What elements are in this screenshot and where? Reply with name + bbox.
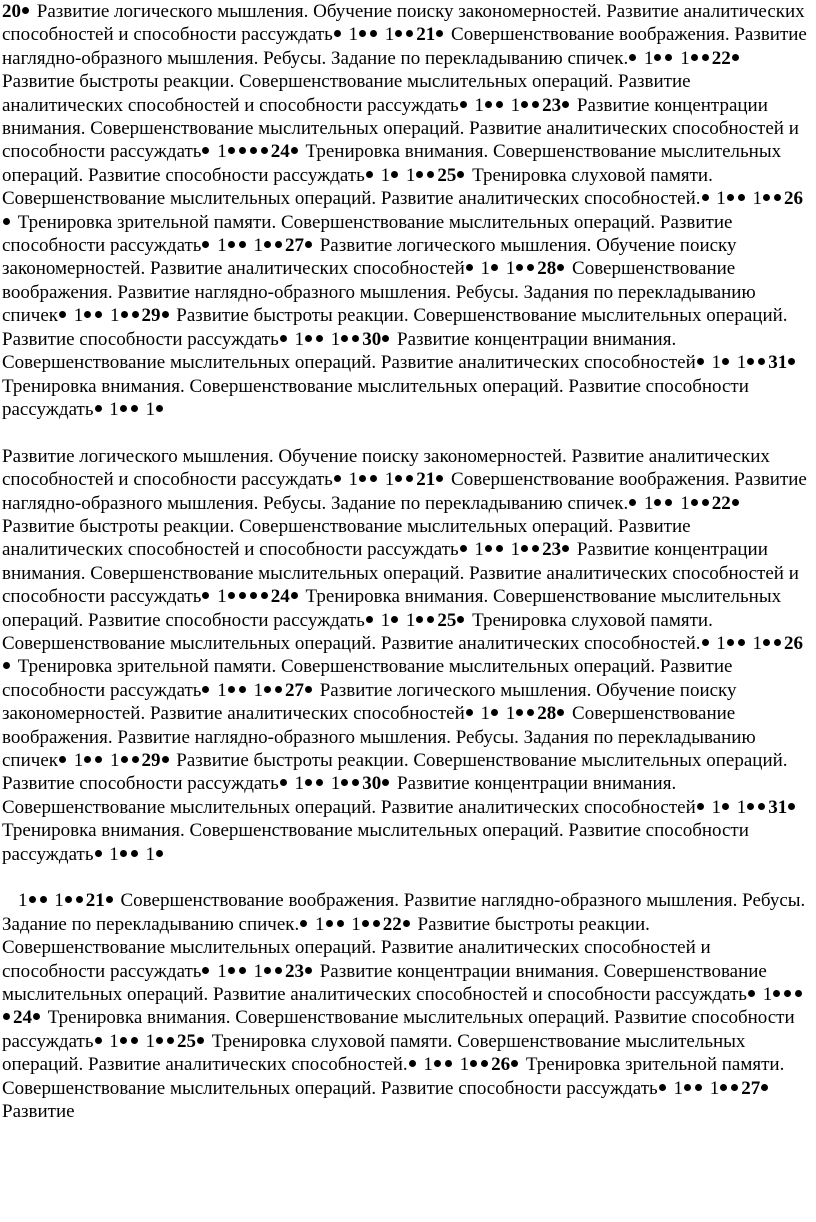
bullet-dot-icon [250, 147, 257, 154]
text-run: Тренировка внимания. Совершенствование мыслительных операций. Развитие способности рассуждать [2, 375, 749, 420]
text-run: 1 [706, 352, 721, 374]
bullet-dot-icon [264, 241, 271, 248]
bullet-dot-icon [557, 264, 564, 271]
text-run: 1 [475, 258, 491, 280]
bullet-dot-icon [76, 896, 83, 903]
text-run: 1 [401, 164, 416, 186]
bullet-dot-icon [359, 475, 366, 482]
bullet-dot-icon [403, 920, 410, 927]
bullet-dot-icon [131, 405, 138, 412]
bullet-dot-icon [521, 545, 528, 552]
bullet-dot-icon [197, 1037, 204, 1044]
bullet-dot-icon [239, 241, 246, 248]
text-run: 1 [639, 47, 654, 69]
bullet-dot-icon [305, 686, 312, 693]
text-run: 1 [380, 24, 395, 46]
bullet-dot-icon [326, 920, 333, 927]
bullet-dot-icon [747, 803, 754, 810]
bullet-dot-icon [3, 662, 10, 669]
bullet-dot-icon [228, 241, 235, 248]
text-run: 1 [711, 188, 726, 210]
bullet-dot-icon [382, 779, 389, 786]
bullet-dot-icon [532, 101, 539, 108]
item-number: 25 [437, 164, 457, 186]
bullet-dot-icon [697, 358, 704, 365]
bullet-dot-icon [427, 616, 434, 623]
bullet-dot-icon [167, 1037, 174, 1044]
bullet-dot-icon [366, 616, 373, 623]
bullet-dot-icon [562, 545, 569, 552]
item-number: 28 [537, 258, 557, 280]
text-run: Тренировка зрительной памяти. Совершенствование мыслительных операций. Развитие способности рассуждать [2, 656, 733, 701]
bullet-dot-icon [352, 779, 359, 786]
bullet-dot-icon [485, 101, 492, 108]
bullet-dot-icon [758, 803, 765, 810]
bullet-dot-icon [727, 194, 734, 201]
text-run: Развитие быстроты реакции. Совершенствование мыслительных операций. Развитие аналитических способностей и способности рассуждать [2, 515, 691, 561]
text-run: 1 [505, 539, 521, 561]
bullet-dot-icon [784, 990, 791, 997]
bullet-dot-icon [763, 194, 770, 201]
bullet-dot-icon [684, 1084, 691, 1091]
text-run: Развитие быстроты реакции. Совершенствование мыслительных операций. Развитие аналитических способностей и способности рассуждать [2, 71, 691, 116]
bullet-dot-icon [409, 1060, 416, 1067]
text-run: Тренировка зрительной памяти. Совершенствование мыслительных операций. Развитие способности рассуждать [2, 1054, 785, 1099]
text-run: Развитие концентрации внимания. Совершенствование мыслительных операций. Развитие аналитических способностей и способности рассуждать [2, 539, 799, 608]
bullet-dot-icon [106, 896, 113, 903]
bullet-dot-icon [485, 545, 492, 552]
bullet-dot-icon [291, 147, 298, 154]
bullet-dot-icon [300, 920, 307, 927]
bullet-dot-icon [239, 686, 246, 693]
text-run: 1 [310, 913, 325, 935]
bullet-dot-icon [391, 616, 398, 623]
bullet-dot-icon [654, 499, 661, 506]
bullet-dot-icon [341, 779, 348, 786]
bullet-dot-icon [121, 756, 128, 763]
item-number: 22 [382, 913, 402, 935]
bullet-dot-icon [40, 896, 47, 903]
bullet-dot-icon [557, 709, 564, 716]
bullet-dot-icon [131, 850, 138, 857]
bullet-dot-icon [722, 803, 729, 810]
bullet-dot-icon [202, 241, 209, 248]
text-run: 1 [343, 24, 359, 46]
bullet-dot-icon [275, 967, 282, 974]
text-run: 1 [375, 609, 391, 631]
text-run: 1 [454, 1054, 470, 1076]
text-run: 1 [343, 469, 359, 491]
text-run: 1 [212, 679, 227, 701]
bullet-dot-icon [773, 990, 780, 997]
text-run: 1 [212, 960, 227, 982]
bullet-dot-icon [732, 499, 739, 506]
bullet-dot-icon [758, 358, 765, 365]
item-number: 21 [416, 24, 436, 46]
bullet-dot-icon [316, 335, 323, 342]
bullet-dot-icon [720, 1084, 727, 1091]
bullet-dot-icon [334, 475, 341, 482]
text-run: 1 [289, 773, 305, 795]
item-number: 20 [2, 1, 21, 22]
bullet-dot-icon [527, 709, 534, 716]
text-run: 1 [675, 492, 690, 514]
bullet-dot-icon [434, 1060, 441, 1067]
bullet-dot-icon [532, 545, 539, 552]
bullet-dot-icon [695, 1084, 702, 1091]
bullet-dot-icon [395, 475, 402, 482]
bullet-dot-icon [59, 756, 66, 763]
bullet-dot-icon [406, 475, 413, 482]
bullet-dot-icon [95, 850, 102, 857]
bullet-dot-icon [264, 967, 271, 974]
text-run: Тренировка слуховой памяти. Совершенствование мыслительных операций. Развитие аналитических способностей. [2, 609, 713, 654]
bullet-dot-icon [496, 545, 503, 552]
text-run: Развитие логического мышления. Обучение поиску закономерностей. Развитие аналитических способностей [2, 235, 737, 280]
bullet-dot-icon [84, 311, 91, 318]
bullet-dot-icon [156, 405, 163, 412]
bullet-dot-icon [788, 803, 795, 810]
bullet-dot-icon [722, 358, 729, 365]
item-number: 27 [284, 679, 304, 701]
text-run: 1 [104, 843, 119, 865]
bullet-dot-icon [370, 475, 377, 482]
text-run: 1 [711, 632, 726, 654]
bullet-dot-icon [275, 241, 282, 248]
bullet-dot-icon [774, 639, 781, 646]
bullet-dot-icon [261, 592, 268, 599]
bullet-dot-icon [65, 896, 72, 903]
bullet-dot-icon [162, 311, 169, 318]
bullet-dot-icon [527, 264, 534, 271]
bullet-dot-icon [84, 756, 91, 763]
item-number: 24 [13, 1007, 32, 1029]
text-run: 1 [248, 235, 263, 257]
bullet-dot-icon [202, 967, 209, 974]
bullet-dot-icon [702, 639, 709, 646]
bullet-dot-icon [352, 335, 359, 342]
bullet-dot-icon [460, 545, 467, 552]
item-number: 26 [784, 188, 803, 210]
text-run: Тренировка внимания. Совершенствование мыслительных операций. Развитие способности рассуждать [2, 586, 782, 631]
text-run: Развитие логического мышления. Обучение поиску закономерностей. Развитие аналитических способностей и способности рассуждать [2, 445, 770, 491]
bullet-dot-icon [202, 686, 209, 693]
text-run: 1 [501, 703, 516, 725]
bullet-dot-icon [629, 499, 636, 506]
bullet-dot-icon [202, 147, 209, 154]
bullet-dot-icon [457, 171, 464, 178]
bullet-dot-icon [366, 171, 373, 178]
text-run: Развитие концентрации внимания. Совершенствование мыслительных операций. Развитие аналитических способностей [2, 328, 696, 374]
item-number: 24 [270, 586, 290, 608]
bullet-dot-icon [691, 54, 698, 61]
bullet-dot-icon [95, 1037, 102, 1044]
text-run: 1 [639, 492, 654, 514]
text-run: Тренировка внимания. Совершенствование мыслительных операций. Развитие способности рассуждать [2, 141, 782, 186]
text-run: 1 [140, 843, 156, 865]
text-run: 1 [380, 469, 395, 491]
text-run: Развитие [2, 1101, 75, 1123]
bullet-dot-icon [665, 499, 672, 506]
bullet-dot-icon [416, 171, 423, 178]
bullet-dot-icon [795, 990, 802, 997]
bullet-dot-icon [362, 920, 369, 927]
text-run: 1 [706, 796, 721, 818]
bullet-dot-icon [466, 264, 473, 271]
bullet-dot-icon [316, 779, 323, 786]
bullet-dot-icon [359, 30, 366, 37]
bullet-dot-icon [228, 147, 235, 154]
bullet-dot-icon [334, 30, 341, 37]
text-run: Совершенствование воображения. Развитие наглядно-образного мышления. Ребусы. Задание по перекладыванию спичек. [2, 890, 806, 935]
bullet-dot-icon [562, 101, 569, 108]
text-run: Совершенствование воображения. Развитие наглядно-образного мышления. Ребусы. Задания по перекладыванию спичек [2, 258, 756, 327]
bullet-dot-icon [59, 311, 66, 318]
bullet-dot-icon [654, 54, 661, 61]
bullet-dot-icon [738, 639, 745, 646]
text-run: 1 [105, 305, 120, 327]
bullet-dot-icon [732, 54, 739, 61]
bullet-dot-icon [748, 990, 755, 997]
text-run: Развитие логического мышления. Обучение поиску закономерностей. Развитие аналитических способностей и способности рассуждать [2, 1, 805, 46]
text-run: 1 [469, 539, 484, 561]
bullet-dot-icon [305, 241, 312, 248]
text-run: 1 [747, 188, 762, 210]
text-run: 1 [501, 258, 516, 280]
item-number: 26 [491, 1054, 511, 1076]
bullet-dot-icon [391, 171, 398, 178]
bullet-dot-icon [373, 920, 380, 927]
bullet-dot-icon [95, 756, 102, 763]
text-run: Тренировка внимания. Совершенствование мыслительных операций. Развитие способности рассуждать [2, 1007, 795, 1052]
text-run: Развитие быстроты реакции. Совершенствование мыслительных операций. Развитие способности рассуждать [2, 749, 788, 795]
bullet-dot-icon [121, 311, 128, 318]
bullet-dot-icon [131, 1037, 138, 1044]
bullet-dot-icon [95, 311, 102, 318]
bullet-dot-icon [162, 756, 169, 763]
bullet-dot-icon [291, 592, 298, 599]
bullet-dot-icon [702, 54, 709, 61]
text-run: 1 [326, 773, 341, 795]
item-number: 21 [416, 469, 436, 491]
bullet-dot-icon [280, 779, 287, 786]
item-number: 27 [741, 1077, 761, 1099]
text-run: 1 [747, 632, 762, 654]
bullet-dot-icon [239, 967, 246, 974]
text-run: Тренировка слуховой памяти. Совершенствование мыслительных операций. Развитие аналитических способностей. [2, 164, 713, 210]
text-run: 1 [212, 235, 227, 257]
text-run: Тренировка слуховой памяти. Совершенствование мыслительных операций. Развитие аналитических способностей. [2, 1030, 746, 1076]
text-run: 1 [212, 586, 227, 608]
item-number: 30 [362, 328, 382, 350]
text-run: Тренировка внимания. Совершенствование мыслительных операций. Развитие способности рассуждать [2, 820, 749, 865]
bullet-dot-icon [3, 1013, 10, 1020]
bullet-dot-icon [436, 30, 443, 37]
bullet-dot-icon [264, 686, 271, 693]
item-number: 21 [85, 890, 105, 912]
text-run: 1 [104, 398, 119, 420]
bullet-dot-icon [33, 1013, 40, 1020]
text-run: Развитие быстроты реакции. Совершенствование мыслительных операций. Развитие способности рассуждать [2, 305, 788, 350]
text-run: 1 [140, 398, 156, 420]
text-run: Развитие концентрации внимания. Совершенствование мыслительных операций. Развитие аналитических способностей и способности рассуждать [2, 94, 799, 163]
item-number: 26 [784, 632, 803, 654]
bullet-dot-icon [239, 147, 246, 154]
bullet-dot-icon [22, 7, 29, 14]
text-run: 1 [757, 984, 773, 1006]
text-run: 1 [475, 703, 491, 725]
bullet-dot-icon [629, 54, 636, 61]
bullet-dot-icon [763, 639, 770, 646]
item-number: 22 [711, 47, 731, 69]
text-run: 1 [289, 328, 305, 350]
text-run: 1 [248, 679, 263, 701]
bullet-dot-icon [132, 756, 139, 763]
item-number: 31 [768, 352, 788, 374]
text-run: 1 [732, 352, 747, 374]
text-run: 1 [375, 164, 391, 186]
bullet-dot-icon [516, 264, 523, 271]
paragraph-1 [2, 0, 808, 421]
bullet-dot-icon [280, 335, 287, 342]
bullet-dot-icon [341, 335, 348, 342]
bullet-dot-icon [305, 967, 312, 974]
bullet-dot-icon [491, 709, 498, 716]
bullet-dot-icon [239, 592, 246, 599]
item-number: 29 [141, 305, 161, 327]
bullet-dot-icon [120, 1037, 127, 1044]
bullet-dot-icon [120, 405, 127, 412]
bullet-dot-icon [228, 592, 235, 599]
bullet-dot-icon [665, 54, 672, 61]
item-number: 23 [542, 94, 562, 116]
text-run: Развитие концентрации внимания. Совершенствование мыслительных операций. Развитие аналитических способностей и способности рассуждать [2, 960, 767, 1006]
text-run: 1 [248, 960, 263, 982]
bullet-dot-icon [120, 850, 127, 857]
item-number: 31 [768, 796, 788, 818]
text-run: 1 [704, 1077, 720, 1099]
text-run: 1 [104, 1030, 119, 1052]
bullet-dot-icon [761, 1084, 768, 1091]
bullet-dot-icon [496, 101, 503, 108]
text-run: 1 [418, 1054, 433, 1076]
item-number: 23 [284, 960, 304, 982]
bullet-dot-icon [774, 194, 781, 201]
text-run: 1 [69, 749, 84, 771]
bullet-dot-icon [250, 592, 257, 599]
bullet-dot-icon [516, 709, 523, 716]
bullet-dot-icon [727, 639, 734, 646]
text-run: 1 [505, 94, 521, 116]
bullet-dot-icon [460, 101, 467, 108]
bullet-dot-icon [202, 592, 209, 599]
bullet-dot-icon [738, 194, 745, 201]
item-number: 24 [270, 141, 290, 163]
item-number: 29 [141, 749, 161, 771]
bullet-dot-icon [691, 499, 698, 506]
text-run: Совершенствование воображения. Развитие наглядно-образного мышления. Ребусы. Задания по перекладыванию спичек [2, 703, 756, 771]
item-number: 22 [711, 492, 731, 514]
text-run: 1 [326, 328, 341, 350]
text-run: Развитие быстроты реакции. Совершенствование мыслительных операций. Развитие аналитических способностей и способности рассуждать [2, 913, 711, 982]
text-run: 1 [469, 94, 484, 116]
item-number: 25 [177, 1030, 197, 1052]
bullet-dot-icon [702, 499, 709, 506]
bullet-dot-icon [457, 616, 464, 623]
text-run: 1 [212, 141, 227, 163]
bullet-dot-icon [228, 967, 235, 974]
bullet-dot-icon [156, 1037, 163, 1044]
bullet-dot-icon [156, 850, 163, 857]
text-run: 1 [346, 913, 361, 935]
bullet-dot-icon [659, 1084, 666, 1091]
bullet-dot-icon [406, 30, 413, 37]
bullet-dot-icon [132, 311, 139, 318]
text-run: 1 [140, 1030, 156, 1052]
bullet-dot-icon [702, 194, 709, 201]
bullet-dot-icon [416, 616, 423, 623]
bullet-dot-icon [521, 101, 528, 108]
item-number: 30 [362, 773, 382, 795]
text-run: 1 [18, 890, 28, 912]
bullet-dot-icon [370, 30, 377, 37]
paragraph-3 [2, 889, 808, 1123]
text-run: 1 [668, 1077, 683, 1099]
text-run: 1 [732, 796, 747, 818]
bullet-dot-icon [470, 1060, 477, 1067]
text-run: Совершенствование воображения. Развитие наглядно-образного мышления. Ребусы. Задание по перекладыванию спичек. [2, 24, 807, 69]
bullet-dot-icon [95, 405, 102, 412]
bullet-dot-icon [427, 171, 434, 178]
text-run: 1 [49, 890, 64, 912]
bullet-dot-icon [395, 30, 402, 37]
text-run: Развитие логического мышления. Обучение поиску закономерностей. Развитие аналитических способностей [2, 679, 737, 725]
bullet-dot-icon [337, 920, 344, 927]
bullet-dot-icon [511, 1060, 518, 1067]
item-number: 25 [437, 609, 457, 631]
bullet-dot-icon [261, 147, 268, 154]
item-number: 27 [284, 235, 304, 257]
bullet-dot-icon [747, 358, 754, 365]
paragraph-2 [2, 445, 808, 866]
text-run: 1 [69, 305, 84, 327]
bullet-dot-icon [305, 335, 312, 342]
bullet-dot-icon [275, 686, 282, 693]
bullet-dot-icon [731, 1084, 738, 1091]
bullet-dot-icon [788, 358, 795, 365]
item-number: 23 [542, 539, 562, 561]
bullet-dot-icon [29, 896, 36, 903]
item-number: 28 [537, 703, 557, 725]
text-run: 1 [675, 47, 690, 69]
bullet-dot-icon [445, 1060, 452, 1067]
bullet-dot-icon [481, 1060, 488, 1067]
text-run: 1 [401, 609, 416, 631]
bullet-dot-icon [382, 335, 389, 342]
bullet-dot-icon [466, 709, 473, 716]
text-run: 1 [105, 749, 120, 771]
bullet-dot-icon [3, 218, 10, 225]
bullet-dot-icon [305, 779, 312, 786]
text-run: Совершенствование воображения. Развитие наглядно-образного мышления. Ребусы. Задание по перекладыванию спичек. [2, 469, 807, 514]
bullet-dot-icon [436, 475, 443, 482]
text-run: Тренировка зрительной памяти. Совершенствование мыслительных операций. Развитие способности рассуждать [2, 211, 733, 257]
text-run: Развитие концентрации внимания. Совершенствование мыслительных операций. Развитие аналитических способностей [2, 773, 696, 818]
bullet-dot-icon [491, 264, 498, 271]
bullet-dot-icon [228, 686, 235, 693]
bullet-dot-icon [697, 803, 704, 810]
